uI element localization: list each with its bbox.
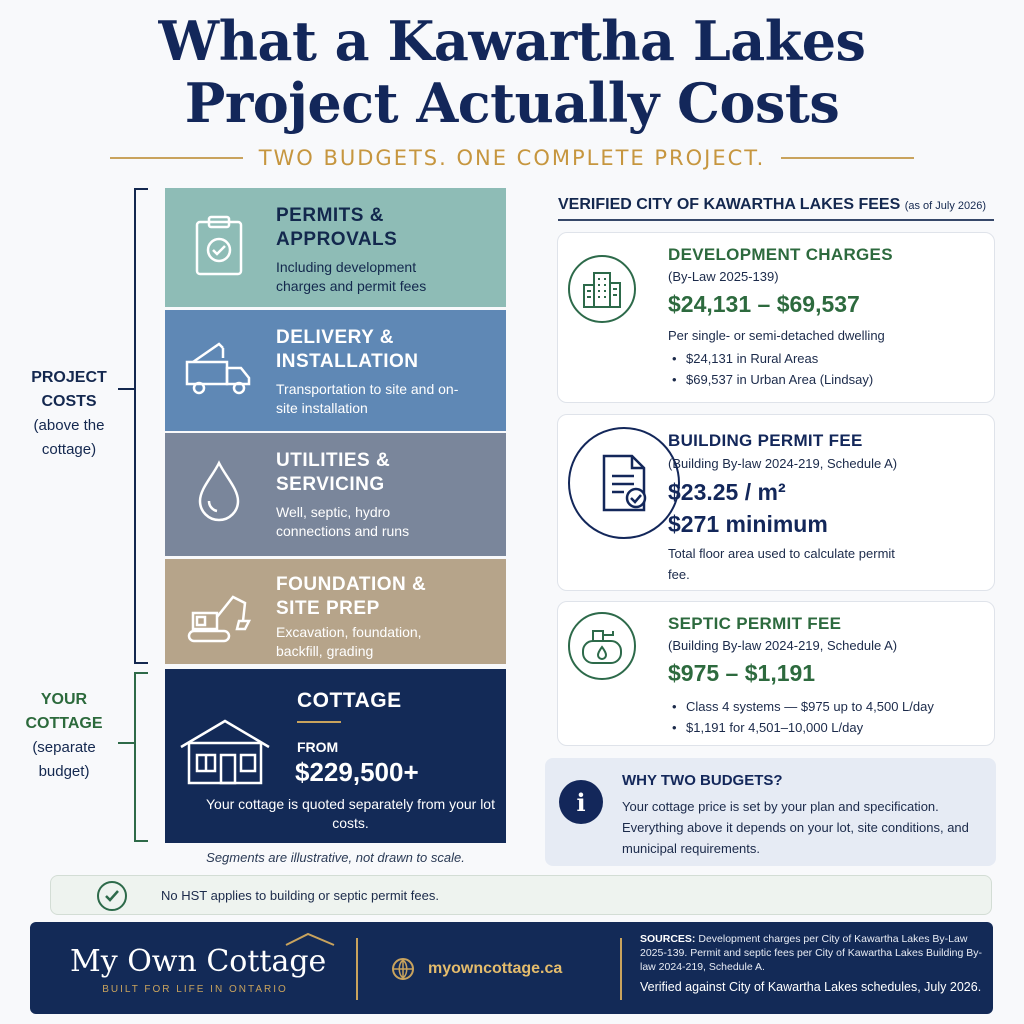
subtitle-row xyxy=(110,144,914,172)
card-building-ref: (Building By-law 2024-219, Schedule A) xyxy=(668,456,898,471)
segment-delivery-heading: DELIVERY & INSTALLATION xyxy=(276,327,419,372)
fees-as-of: (as of July 2026) xyxy=(904,200,987,212)
segment-foundation-heading: FOUNDATION & SITE PREP xyxy=(276,574,427,619)
fees-heading-text: VERIFIED CITY OF KAWARTHA LAKES FEES xyxy=(558,196,901,213)
segment-delivery-desc: Transportation to site and on-site installation xyxy=(276,381,459,416)
list-item: • Class 4 systems — $975 up to 4,500 L/day xyxy=(686,696,934,717)
subtitle: TWO BUDGETS. ONE COMPLETE PROJECT. xyxy=(258,146,766,170)
segment-cottage-heading: COTTAGE xyxy=(297,689,402,712)
page-title-line2: Project Actually Costs xyxy=(184,71,840,135)
brand-name: My Own Cottage xyxy=(70,944,327,979)
segment-permits xyxy=(165,188,506,307)
segment-utilities-heading: UTILITIES & SERVICING xyxy=(276,450,391,495)
title-block xyxy=(0,10,1024,134)
project-costs-label-title: PROJECT COSTS xyxy=(31,369,107,410)
sources-label: SOURCES: xyxy=(640,933,696,945)
segment-utilities xyxy=(165,433,506,556)
hst-text: No HST applies to building or septic permit fees. xyxy=(161,888,439,903)
card-development-bullets xyxy=(686,348,873,390)
sources-text xyxy=(640,932,985,974)
subtitle-rule-left xyxy=(110,157,243,159)
crane-truck-icon xyxy=(183,332,255,404)
segment-delivery xyxy=(165,310,506,431)
card-development-amount: $24,131 – $69,537 xyxy=(668,291,860,317)
card-building-permit xyxy=(557,414,995,591)
segment-foundation xyxy=(165,559,506,664)
footer xyxy=(30,922,993,1014)
card-development-charges xyxy=(557,232,995,403)
project-costs-bracket xyxy=(134,188,148,664)
your-cottage-label-title: YOUR COTTAGE xyxy=(25,691,103,732)
segment-permits-heading: PERMITS & APPROVALS xyxy=(276,205,398,250)
document-check-icon xyxy=(568,427,680,539)
clipboard-check-icon xyxy=(183,210,255,282)
fees-heading xyxy=(558,196,986,214)
your-cottage-label-sub: (separate budget) xyxy=(32,739,96,780)
segment-utilities-desc: Well, septic, hydro connections and runs xyxy=(276,504,410,539)
excavator-icon xyxy=(183,581,255,653)
card-septic-bullets xyxy=(686,696,934,738)
water-drop-icon xyxy=(183,455,255,527)
card-development-title: DEVELOPMENT CHARGES xyxy=(668,245,893,264)
check-circle-icon xyxy=(97,881,127,911)
septic-tank-icon xyxy=(568,612,636,680)
segment-cottage xyxy=(165,669,506,843)
subtitle-rule-right xyxy=(781,157,914,159)
why-title: WHY TWO BUDGETS? xyxy=(622,772,783,789)
list-item: • $1,191 for 4,501–10,000 L/day xyxy=(686,717,934,738)
card-septic-title: SEPTIC PERMIT FEE xyxy=(668,614,842,633)
segment-cottage-rule xyxy=(297,721,341,723)
segment-foundation-desc: Excavation, foundation, backfill, grading xyxy=(276,624,422,659)
why-text: Your cottage price is set by your plan and specification. Everything above it depends on your lot, site conditions, and municipal requirements. xyxy=(622,799,969,856)
card-building-note: Total floor area used to calculate permit fee. xyxy=(668,546,895,582)
card-septic-ref: (Building By-law 2024-219, Schedule A) xyxy=(668,638,898,653)
card-septic-amount: $975 – $1,191 xyxy=(668,660,816,686)
hst-notice xyxy=(50,875,992,915)
footer-divider-1 xyxy=(356,938,358,1000)
city-buildings-icon xyxy=(568,255,636,323)
brand-tagline: BUILT FOR LIFE IN ONTARIO xyxy=(102,984,288,995)
footer-divider-2 xyxy=(620,938,622,1000)
project-costs-label-sub: (above the cottage) xyxy=(33,417,105,458)
segment-permits-desc: Including development charges and permit fees xyxy=(276,259,427,294)
card-development-ref: (By-Law 2025-139) xyxy=(668,269,779,284)
card-septic-permit xyxy=(557,601,995,746)
list-item: • $69,537 in Urban Area (Lindsay) xyxy=(686,369,873,390)
card-building-amount-rate: $23.25 / m² xyxy=(668,479,786,505)
page-title-line1: What a Kawartha Lakes xyxy=(158,9,866,73)
globe-icon xyxy=(392,958,414,980)
your-cottage-label xyxy=(14,688,114,784)
stack-note: Segments are illustrative, not drawn to scale. xyxy=(206,850,465,865)
card-development-note: Per single- or semi-detached dwelling xyxy=(668,328,885,343)
fees-heading-rule xyxy=(558,219,994,221)
segment-cottage-price: $229,500+ xyxy=(295,757,419,787)
card-building-amount-minimum: $271 minimum xyxy=(668,511,828,537)
house-icon xyxy=(177,717,273,787)
website-link[interactable]: myowncottage.ca xyxy=(428,960,563,977)
cottage-bracket xyxy=(134,672,148,842)
sources-body: Development charges per City of Kawartha Lakes By-Law 2025-139. Permit and septic fees per City of Kawartha Lakes Building By-law 2024-219, Schedule A. xyxy=(640,933,983,973)
verified-text: Verified against City of Kawartha Lakes schedules, July 2026. xyxy=(640,980,982,994)
project-costs-label xyxy=(14,366,124,462)
info-icon: i xyxy=(559,780,603,824)
why-two-budgets-box xyxy=(545,758,996,866)
segment-cottage-from: FROM xyxy=(297,739,339,755)
card-building-title: BUILDING PERMIT FEE xyxy=(668,431,863,450)
list-item: • $24,131 in Rural Areas xyxy=(686,348,873,369)
segment-cottage-desc: Your cottage is quoted separately from your lot costs. xyxy=(206,796,495,831)
